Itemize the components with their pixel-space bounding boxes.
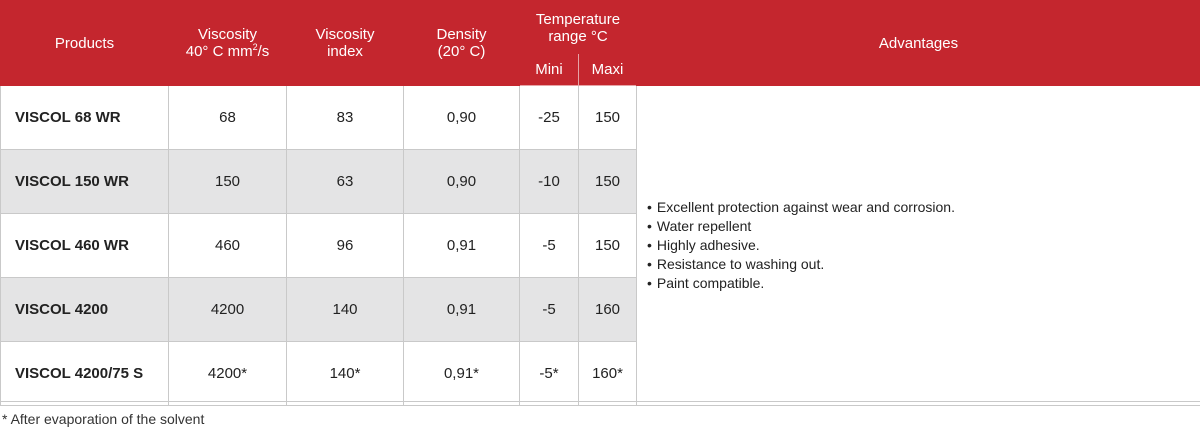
header-products: Products	[1, 1, 169, 86]
viscosity-value: 4200*	[169, 342, 287, 406]
viscosity-unit-superscript: 2	[252, 42, 258, 52]
viscosity-unit-prefix: 40° C mm	[185, 43, 253, 60]
density-value: 0,90	[404, 150, 520, 214]
product-name: VISCOL 4200	[1, 278, 169, 342]
temperature-mini-value: -5	[520, 278, 579, 342]
temperature-maxi-value: 150	[579, 150, 637, 214]
temperature-mini-value: -5*	[520, 342, 579, 406]
table-bottom-divider	[0, 401, 1200, 402]
product-name: VISCOL 150 WR	[1, 150, 169, 214]
density-value: 0,91	[404, 278, 520, 342]
header-temperature-line2: range °C	[548, 28, 608, 45]
header-density-line1: Density	[436, 26, 487, 43]
viscosity-value: 150	[169, 150, 287, 214]
advantages-cell	[637, 86, 1200, 406]
footnote: * After evaporation of the solvent	[2, 411, 205, 427]
header-viscosity-index	[287, 1, 404, 86]
header-viscosity-index-line2: index	[327, 43, 363, 60]
header-density	[404, 1, 520, 86]
header-mini: Mini	[520, 54, 579, 86]
advantage-item: • Paint compatible.	[647, 274, 1200, 293]
density-value: 0,91	[404, 214, 520, 278]
viscosity-value: 460	[169, 214, 287, 278]
viscosity-index-value: 140	[287, 278, 404, 342]
header-advantages: Advantages	[637, 1, 1200, 86]
advantage-item: • Resistance to washing out.	[647, 255, 1200, 274]
temperature-maxi-value: 160*	[579, 342, 637, 406]
advantage-item: • Excellent protection against wear and corrosion.	[647, 198, 1200, 217]
header-viscosity-unit	[186, 43, 270, 60]
viscosity-value: 4200	[169, 278, 287, 342]
viscosity-index-value: 83	[287, 86, 404, 150]
product-name: VISCOL 4200/75 S	[1, 342, 169, 406]
header-viscosity-index-line1: Viscosity	[315, 26, 375, 43]
viscosity-unit-suffix: /s	[257, 43, 270, 60]
table-body	[1, 86, 1200, 406]
advantage-item: • Highly adhesive.	[647, 236, 1200, 255]
product-name: VISCOL 68 WR	[1, 86, 169, 150]
header-maxi: Maxi	[579, 54, 637, 86]
header-viscosity	[169, 1, 287, 86]
viscosity-index-value: 140*	[287, 342, 404, 406]
table-row	[1, 86, 1200, 150]
temperature-maxi-value: 160	[579, 278, 637, 342]
temperature-mini-value: -5	[520, 214, 579, 278]
viscosity-index-value: 96	[287, 214, 404, 278]
temperature-maxi-value: 150	[579, 214, 637, 278]
temperature-mini-value: -25	[520, 86, 579, 150]
advantages-list	[647, 198, 1200, 293]
header-viscosity-label: Viscosity	[198, 26, 257, 43]
header-temperature-range	[520, 1, 637, 54]
header-temperature-line1: Temperature	[535, 11, 621, 28]
viscosity-value: 68	[169, 86, 287, 150]
density-value: 0,90	[404, 86, 520, 150]
density-value: 0,91*	[404, 342, 520, 406]
table-header	[1, 1, 1200, 86]
temperature-mini-value: -10	[520, 150, 579, 214]
advantage-item: • Water repellent	[647, 217, 1200, 236]
product-name: VISCOL 460 WR	[1, 214, 169, 278]
viscosity-index-value: 63	[287, 150, 404, 214]
temperature-maxi-value: 150	[579, 86, 637, 150]
header-density-line2: (20° C)	[437, 43, 486, 60]
